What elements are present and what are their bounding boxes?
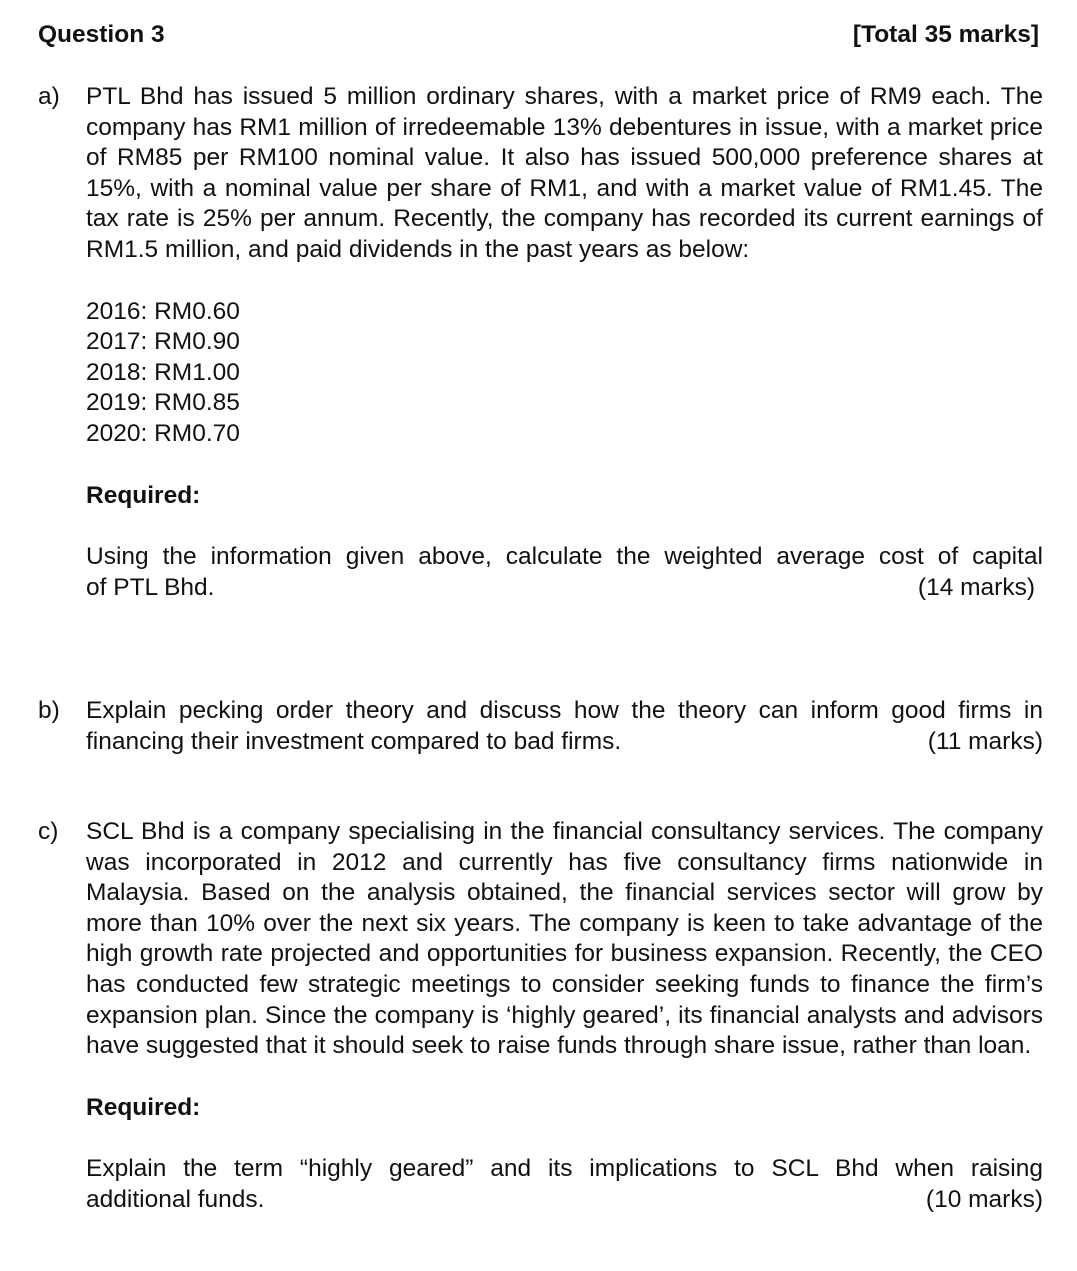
part-c-task-line2-row	[86, 1185, 1043, 1216]
part-a-text: PTL Bhd has issued 5 million ordinary shares, with a market price of RM9 each. The company has RM1 million of irredeemable 13% debentures in issue, with a market price of RM85 per RM100 nominal value. It also has issued 500,000 preference shares at 15%, with a nominal value per share of RM1, and with a market value of RM1.45. The tax rate is 25% per annum. Recently, the company has recorded its current earnings of RM1.5 million, and paid dividends in the past years as below:	[86, 83, 1043, 263]
dividend-2018: 2018: RM1.00	[86, 358, 240, 386]
part-a-label: a)	[38, 83, 60, 110]
dividend-2019: 2019: RM0.85	[86, 389, 240, 417]
part-c	[38, 817, 1043, 1216]
part-a-task-line1: Using the information given above, calculate the weighted average cost of capital	[86, 543, 1043, 571]
part-b-marks: (11 marks)	[927, 727, 1043, 755]
part-c-task-line1: Explain the term “highly geared” and its implications to SCL Bhd when raising	[86, 1155, 1043, 1183]
question-header	[38, 20, 1039, 51]
part-c-task-line2: additional funds.	[86, 1185, 265, 1213]
part-b-line1: Explain pecking order theory and discuss how the theory can inform good firms in	[86, 697, 1043, 724]
dividend-2017: 2017: RM0.90	[86, 328, 240, 356]
part-a-task-line2-row	[86, 573, 1043, 604]
total-marks: [Total 35 marks]	[852, 21, 1039, 48]
part-a-required-heading: Required:	[86, 481, 201, 509]
part-c-marks: (10 marks)	[925, 1185, 1043, 1213]
part-c-task	[86, 1154, 1043, 1215]
part-a-task	[86, 542, 1043, 603]
part-b-line2-row	[86, 727, 1043, 758]
part-c-label: c)	[38, 818, 59, 845]
part-a-task-line2: of PTL Bhd.	[86, 573, 215, 601]
part-c-body	[86, 817, 1043, 1216]
part-c-required-heading: Required:	[86, 1093, 201, 1121]
part-b	[38, 696, 1043, 757]
part-b-body	[86, 696, 1043, 757]
dividend-2020: 2020: RM0.70	[86, 419, 240, 447]
part-a-marks: (14 marks)	[917, 573, 1035, 601]
part-a-body	[86, 82, 1043, 603]
part-b-line2: financing their investment compared to bad firms.	[86, 727, 622, 755]
dividend-list	[86, 297, 1043, 450]
question-title: Question 3	[38, 21, 165, 48]
dividend-2016: 2016: RM0.60	[86, 297, 240, 325]
part-b-label: b)	[38, 697, 60, 724]
part-a	[38, 82, 1043, 603]
part-c-text: SCL Bhd is a company specialising in the financial consultancy services. The company was incorporated in 2012 and currently has five consultancy firms nationwide in Malaysia. Based on the analysis obtained, the financial services sector will grow by more than 10% over the next six years. The company is keen to take advantage of the high growth rate projected and opportunities for business expansion. Recently, the CEO has conducted few strategic meetings to consider seeking funds to finance the firm’s expansion plan. Since the company is ‘highly geared’, its financial analysts and advisors have suggested that it should seek to raise funds through share issue, rather than loan.	[86, 818, 1043, 1060]
